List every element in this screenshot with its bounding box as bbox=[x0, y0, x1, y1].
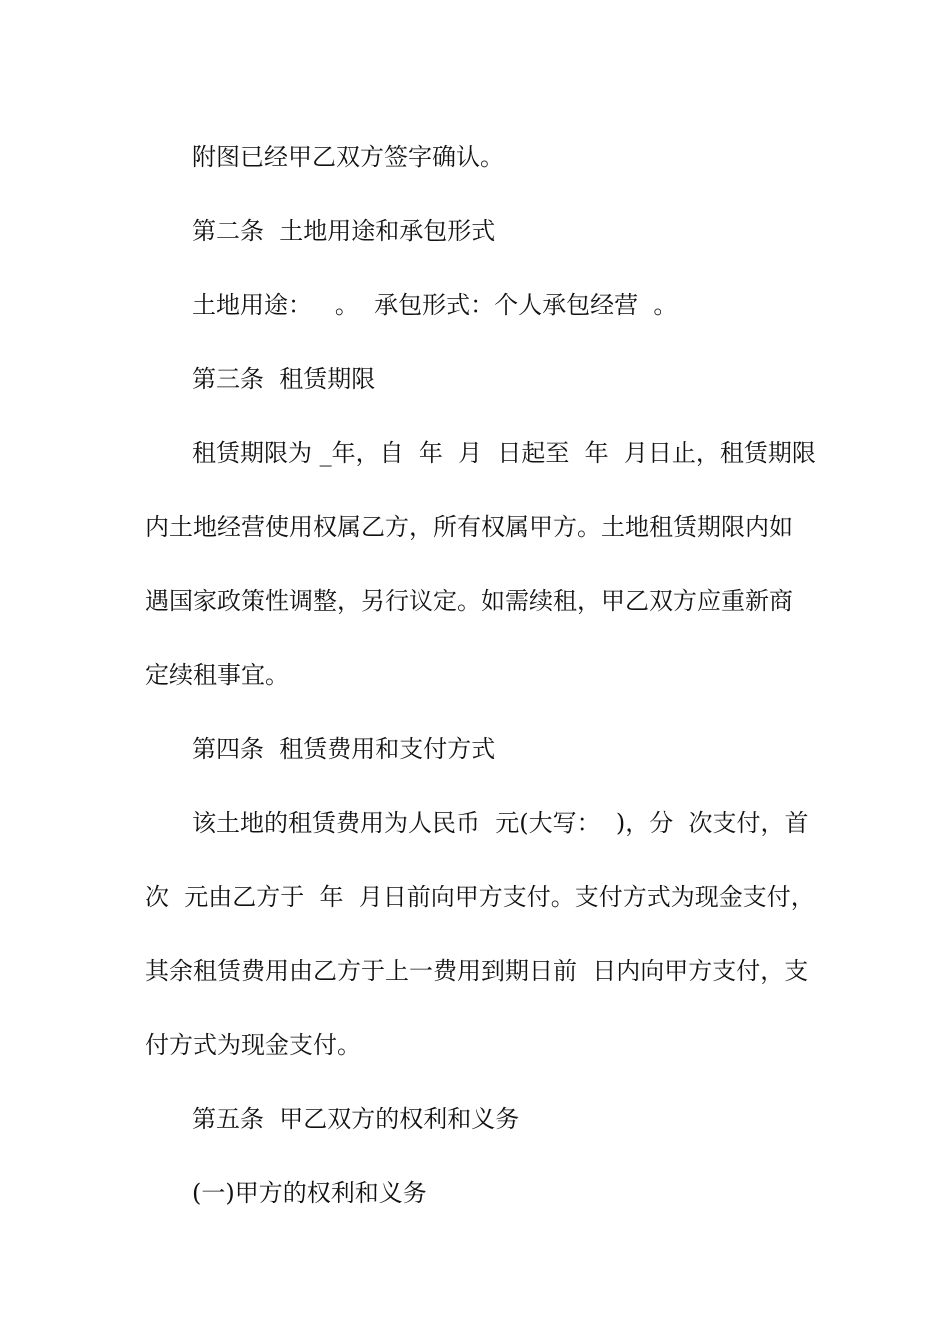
paragraph-line: 该土地的租赁费用为人民币 元(大写： )，分 次支付，首 bbox=[192, 809, 809, 837]
paragraph-line: 土地用途： 。 承包形式：个人承包经营 。 bbox=[192, 291, 678, 319]
article-heading: 第三条 租赁期限 bbox=[192, 365, 376, 393]
paragraph-line: 租赁期限为 _年，自 年 月 日起至 年 月日止，租赁期限 bbox=[192, 439, 816, 467]
paragraph-line: 其余租赁费用由乙方于上一费用到期日前 日内向甲方支付，支 bbox=[145, 957, 809, 985]
document-body bbox=[145, 120, 816, 1230]
section-heading: (一)甲方的权利和义务 bbox=[192, 1179, 427, 1207]
paragraph-line: 定续租事宜。 bbox=[145, 661, 289, 689]
paragraph-line: 次 元由乙方于 年 月日前向甲方支付。支付方式为现金支付， bbox=[145, 883, 815, 911]
article-heading: 第二条 土地用途和承包形式 bbox=[192, 217, 496, 245]
paragraph-line: 附图已经甲乙双方签字确认。 bbox=[192, 143, 504, 171]
paragraph-line: 内土地经营使用权属乙方，所有权属甲方。土地租赁期限内如 bbox=[145, 513, 793, 541]
paragraph-line: 付方式为现金支付。 bbox=[145, 1031, 361, 1059]
paragraph-line: 遇国家政策性调整，另行议定。如需续租，甲乙双方应重新商 bbox=[145, 587, 793, 615]
article-heading: 第四条 租赁费用和支付方式 bbox=[192, 735, 496, 763]
article-heading: 第五条 甲乙双方的权利和义务 bbox=[192, 1105, 520, 1133]
